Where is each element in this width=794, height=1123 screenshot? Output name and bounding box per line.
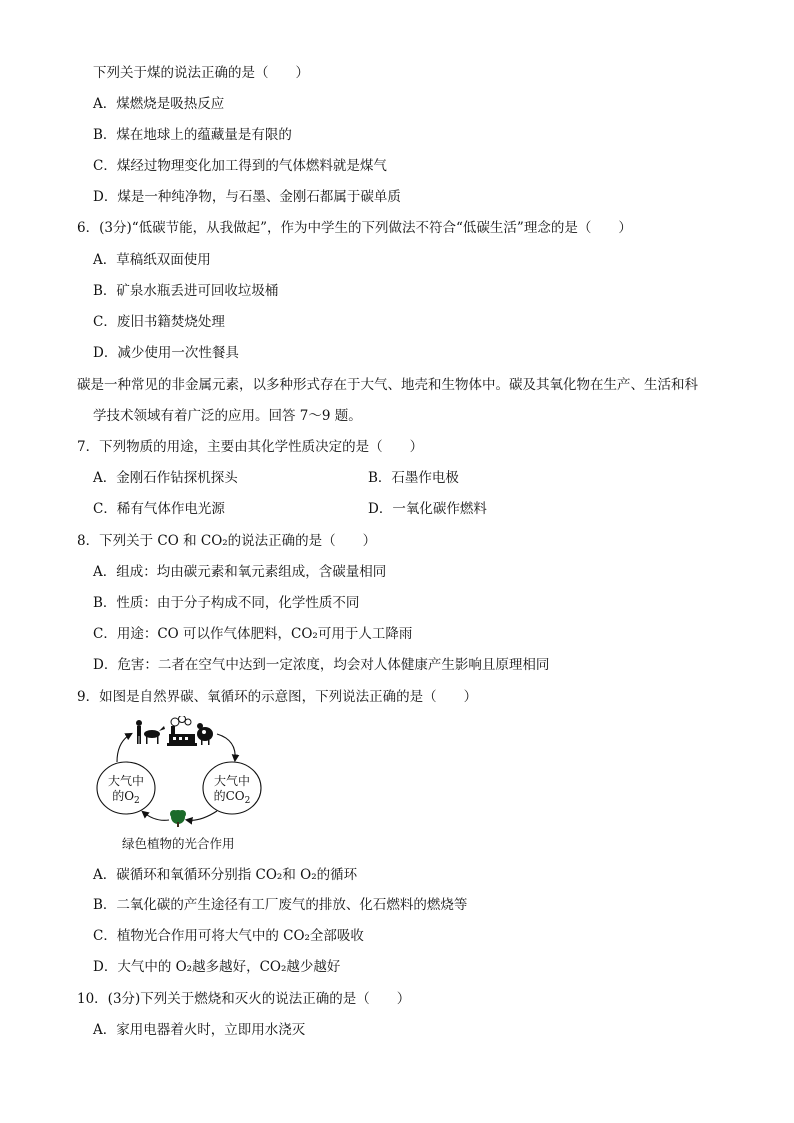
text-line-16: D．一氧化碳作燃料 [368, 501, 487, 517]
text-line-2: B．煤在地球上的蕴藏量是有限的 [93, 127, 292, 143]
text-line-6: A．草稿纸双面使用 [93, 252, 211, 268]
text-line-27: 10．(3分)下列关于燃烧和灭火的说法正确的是（ ） [77, 991, 411, 1007]
text-line-1: A．煤燃烧是吸热反应 [93, 96, 225, 112]
human-animal-icon [136, 720, 165, 744]
text-line-17: 8．下列关于 CO 和 CO₂的说法正确的是（ ） [77, 533, 377, 549]
vehicle-icon [197, 723, 213, 745]
arrow-to-consumers [117, 734, 131, 762]
text-line-19: B．性质：由于分子构成不同，化学性质不同 [93, 595, 360, 611]
diagram-caption: 绿色植物的光合作用 [122, 836, 235, 851]
arrow-to-o2 [143, 812, 169, 820]
text-line-26: D．大气中的 O₂越多越好，CO₂越少越好 [93, 959, 341, 975]
text-line-13: A．金刚石作钻探机探头 [93, 470, 238, 486]
tree-icon [170, 810, 186, 827]
arrow-to-co2 [217, 734, 235, 760]
text-line-28: A．家用电器着火时，立即用水浇灭 [93, 1022, 306, 1038]
text-line-23: A．碳循环和氧循环分别指 CO₂和 O₂的循环 [93, 867, 358, 883]
text-line-8: C．废旧书籍焚烧处理 [93, 314, 225, 330]
text-line-5: 6．(3分)“低碳节能，从我做起”，作为中学生的下列做法不符合“低碳生活”理念的是（ ） [77, 220, 632, 236]
arrow-to-plant [187, 811, 217, 820]
text-line-7: B．矿泉水瓶丢进可回收垃圾桶 [93, 283, 279, 299]
text-line-11: 学技术领域有着广泛的应用。回答 7～9 题。 [93, 408, 362, 424]
text-line-10: 碳是一种常见的非金属元素，以多种形式存在于大气、地壳和生物体中。碳及其氧化物在生产、生活和科 [77, 377, 698, 393]
factory-smoke-icon [167, 716, 197, 746]
left-circle-label: 大气中 的$O_2$ [107, 774, 144, 806]
text-line-20: C．用途：CO 可以作气体肥料，CO₂可用于人工降雨 [93, 626, 413, 642]
text-line-12: 7．下列物质的用途，主要由其化学性质决定的是（ ） [77, 439, 424, 455]
text-line-3: C．煤经过物理变化加工得到的气体燃料就是煤气 [93, 158, 387, 174]
carbon-oxygen-cycle-diagram [95, 716, 295, 852]
text-line-9: D．减少使用一次性餐具 [93, 345, 239, 361]
right-circle-label: 大气中 的$CO_2$ [213, 774, 251, 806]
text-line-15: C．稀有气体作电光源 [93, 501, 225, 517]
text-line-22: 9．如图是自然界碳、氧循环的示意图，下列说法正确的是（ ） [77, 689, 478, 705]
text-line-4: D．煤是一种纯净物，与石墨、金刚石都属于碳单质 [93, 189, 401, 205]
text-line-18: A．组成：均由碳元素和氧元素组成，含碳量相同 [93, 564, 387, 580]
text-line-24: B．二氧化碳的产生途径有工厂废气的排放、化石燃料的燃烧等 [93, 897, 468, 913]
text-line-0: 下列关于煤的说法正确的是（ ） [93, 65, 309, 81]
text-line-21: D．危害：二者在空气中达到一定浓度，均会对人体健康产生影响且原理相同 [93, 657, 550, 673]
text-line-25: C．植物光合作用可将大气中的 CO₂全部吸收 [93, 928, 364, 944]
text-line-14: B．石墨作电极 [368, 470, 459, 486]
